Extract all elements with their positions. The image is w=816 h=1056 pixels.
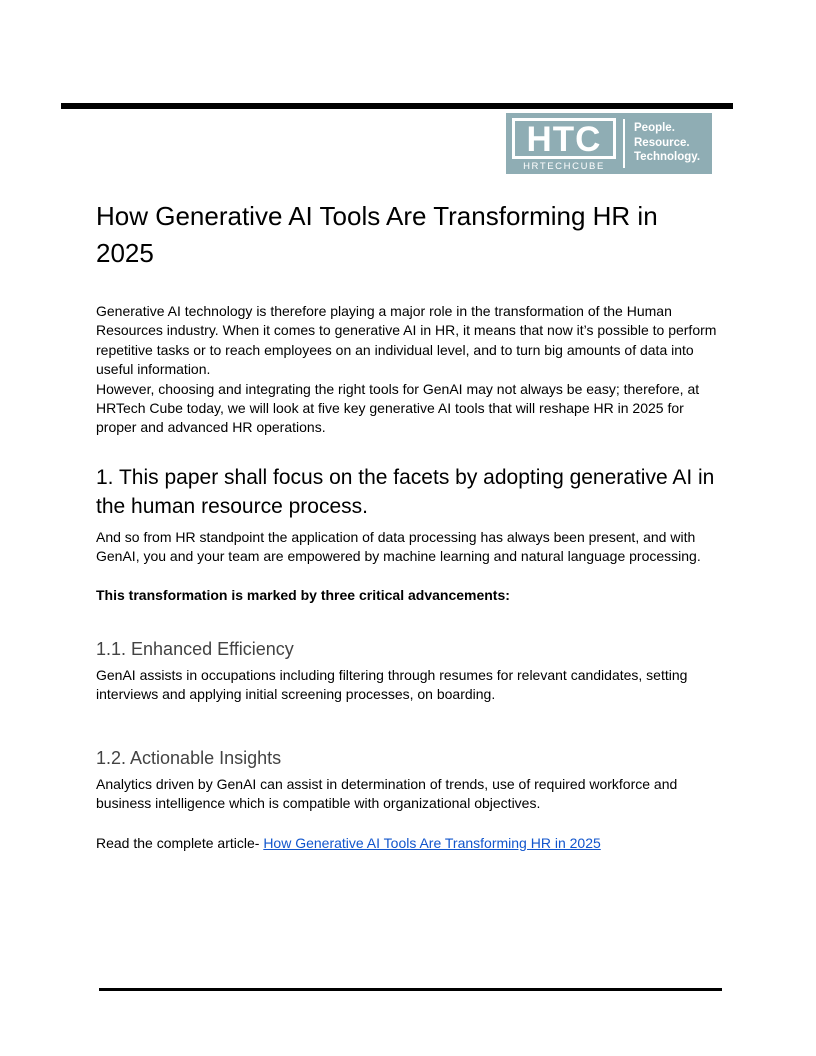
logo-divider xyxy=(623,119,625,168)
read-more-prefix: Read the complete article- xyxy=(96,834,264,851)
read-more-line xyxy=(96,834,722,853)
subsection-paragraph: Analytics driven by GenAI can assist in determination of trends, use of required workforce and business intelligence which is compatible with organizational objectives. xyxy=(96,775,678,812)
logo-subtext: HRTECHCUBE xyxy=(523,161,605,172)
section-heading: 1. This paper shall focus on the facets by adopting generative AI in the human resource process. xyxy=(96,465,715,518)
footer-rule xyxy=(99,988,722,991)
logo-tagline-line: Technology. xyxy=(634,151,701,163)
header-rule xyxy=(61,103,733,109)
intro-paragraph: However, choosing and integrating the right tools for GenAI may not always be easy; therefore, at HRTech Cube today, we will look at five key generative AI tools that will reshape HR in 2025 for proper and advanced HR operations. xyxy=(96,380,700,436)
section-bold-line: This transformation is marked by three critical advancements: xyxy=(96,586,510,603)
htc-logo xyxy=(506,113,712,174)
subsection-heading: 1.1. Enhanced Efficiency xyxy=(96,639,294,660)
intro-paragraph: Generative AI technology is therefore playing a major role in the transformation of the Human Resources industry. When it comes to generative AI in HR, it means that now it’s possible to perform repetitive tasks or to reach employees on an individual level, and to turn big amounts of data into useful information. xyxy=(96,303,717,378)
document-body xyxy=(96,198,722,853)
logo-tagline-line: Resource. xyxy=(634,136,690,149)
logo-tagline-line: People. xyxy=(634,122,675,134)
section-paragraph: And so from HR standpoint the application of data processing has always been present, and with GenAI, you and your team are empowered by machine learning and natural language processing. xyxy=(96,528,701,565)
article-link[interactable]: How Generative AI Tools Are Transforming HR in 2025 xyxy=(263,834,601,851)
page-title: How Generative AI Tools Are Transforming HR in 2025 xyxy=(96,201,658,268)
subsection-heading: 1.2. Actionable Insights xyxy=(96,747,282,768)
subsection-paragraph: GenAI assists in occupations including filtering through resumes for relevant candidates, setting interviews and applying initial screening processes, on boarding. xyxy=(96,667,688,703)
logo-tagline xyxy=(634,121,700,165)
logo-mark: HTC xyxy=(512,118,616,159)
